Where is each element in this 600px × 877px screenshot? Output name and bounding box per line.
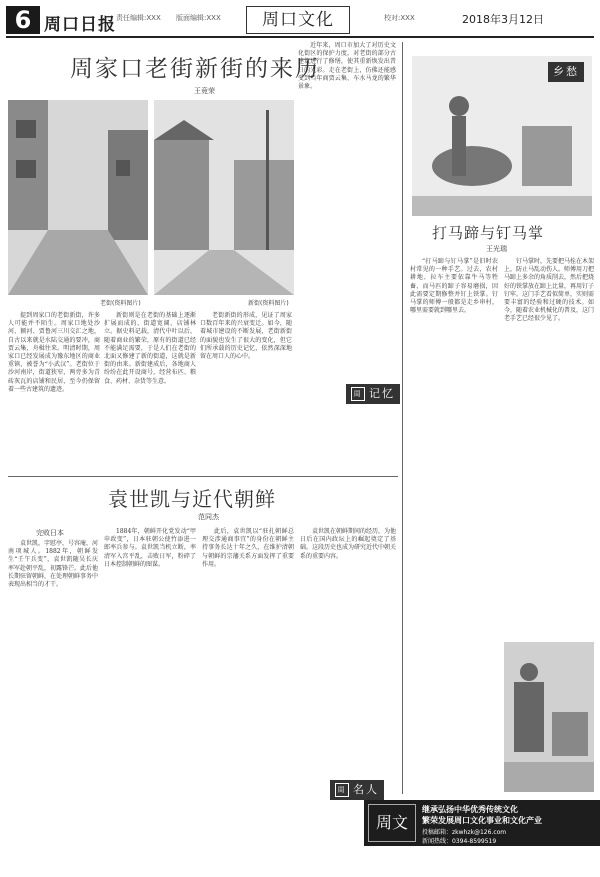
article3-subhead: 完败日本 [36, 529, 64, 537]
tag-memory [346, 384, 400, 404]
article3-author: 范同杰 [198, 513, 219, 521]
photo2-caption: 新街(资料图片) [248, 300, 289, 307]
article2-title: 打马蹄与钉马掌 [432, 224, 545, 242]
article1-text-2: 新街则是在老街的基础上逐渐扩展而成的，街道宽阔，店铺林立。据史料记载，清代中叶以后，随着商业的繁荣，原有的街道已经不能满足需要，于是人们在老街的北面又修建了新的街道，这就是新街的由来。新街建成后，各地商人纷纷在此开设商号，经营布匹、粮食、药材、杂货等生意。 [104, 312, 196, 385]
article1-column-3 [200, 312, 292, 472]
article3-column-2 [104, 528, 196, 840]
tag-memory-label: 记忆 [369, 387, 395, 400]
page-header [0, 0, 600, 38]
article3-column-3 [202, 528, 294, 840]
article3-column-1 [8, 540, 98, 840]
issue-date: 2018年3月12日 [462, 13, 544, 26]
article3-text-3: 此后，袁世凯以“驻扎朝鲜总理交涉通商事宜”的身份在朝鲜主持事务长达十年之久，在维护清朝与朝鲜的宗藩关系方面发挥了重要作用。 [202, 528, 294, 568]
promo-line-1: 继承弘扬中华优秀传统文化 [422, 805, 518, 814]
tag-nostalgia [548, 62, 584, 82]
section-icon-2: 周 [335, 783, 349, 797]
new-street-illustration [154, 100, 294, 295]
article3-title: 袁世凯与近代朝鲜 [108, 487, 276, 511]
old-street-illustration [8, 100, 148, 295]
section-icon: 周 [351, 387, 365, 401]
paper-name: 周口日报 [44, 15, 116, 35]
article1-text-1: 提到周家口的老街新街，许多人可能并不陌生。周家口地处沙河、颍河、贾鲁河三川交汇之地，自古以来就是水陆交通的要冲，商贾云集，舟楫往来。明清时期，周家口已经发展成为豫东地区的商业重镇，被誉为“小武汉”。老街位于沙河南岸，街道狭窄，两旁多为青砖灰瓦的店铺和民居，至今仍保留着一些古建筑的遗迹。 [8, 312, 100, 393]
page-number: 6 [6, 6, 40, 34]
article2-column-2 [504, 258, 594, 638]
article3-text-4: 袁世凯在朝鲜期间的经历，为他日后在国内政坛上的崛起奠定了基础。这段历史也成为研究近代中朝关系的重要内容。 [300, 528, 397, 560]
photo1-caption: 老街(资料图片) [100, 300, 141, 307]
workshop-illustration [504, 642, 594, 792]
article3-text-1: 袁世凯，字慰亭，号容庵，河南项城人。1882年，朝鲜发生“壬午兵变”，袁世凯随吴长庆率军赴朝平乱，初露锋芒。此后他长期驻留朝鲜，在处理朝鲜事务中表现出相当的才干。 [8, 540, 99, 589]
promo-hotline: 新闻热线：0394-8599519 [422, 838, 497, 845]
tag-nostalgia-label: 乡愁 [553, 65, 579, 78]
designer: 版面编辑:XXX [176, 14, 221, 22]
header-rule [6, 36, 594, 38]
article1-column-1 [8, 312, 100, 472]
section-divider [8, 476, 398, 477]
article2-text-2: 钉马掌时，先要把马拴在木架上，防止马乱动伤人。师傅用刀把马蹄上多余的角质削去，然后把烧好的铁掌放在蹄上比量，再用钉子钉牢。这门手艺看似简单，实则需要丰富的经验和过硬的技术。如今，随着农业机械化的普及，这门老手艺已经很少见了。 [504, 258, 595, 323]
editor: 责任编辑:XXX [116, 14, 161, 22]
article1-author: 王竟荣 [194, 87, 215, 95]
article1-column-2 [104, 312, 196, 472]
article1-text-4: 近年来，周口市加大了对历史文化街区的保护力度，对老街的部分古建筑进行了修缮，使其重新焕发出昔日的光彩。走在老街上，仿佛还能感受到当年商贾云集、车水马龙的繁华景象。 [298, 42, 396, 91]
section-title: 周口文化 [246, 6, 350, 34]
promo-line-2: 繁荣发展周口文化事业和文化产业 [422, 816, 542, 825]
column-divider [402, 42, 403, 794]
article3-text-2: 1884年，朝鲜开化党发动“甲申政变”，日本驻朝公使竹添进一郎率兵参与。袁世凯当机立断，率清军入宫平乱，击败日军，粉碎了日本控制朝鲜的图谋。 [104, 528, 196, 568]
proof: 校对:XXX [384, 14, 415, 22]
culture-logo: 周文化 [368, 804, 416, 842]
photo-horse-workshop [504, 642, 594, 792]
article2-text-1: “打马蹄与钉马掌”是旧时农村常见的一种手艺。过去，农村耕地、拉车主要依靠牛马等牲畜，而马匹的蹄子容易磨损，因此需要定期修整并钉上铁掌。钉马掌的师傅一般都是走乡串村，哪里需要就到哪里去。 [410, 258, 498, 315]
tag-celebrity [330, 780, 384, 800]
article3-column-4 [300, 528, 396, 778]
article2-author: 王光瑞 [486, 245, 507, 253]
photo-old-street [8, 100, 148, 295]
article1-title: 周家口老街新街的来历 [70, 56, 320, 82]
article1-column-4 [298, 42, 396, 382]
article1-text-3: 老街新街的形成，见证了周家口数百年来的兴衰变迁。如今，随着城市建设的不断发展，老街新街的面貌也发生了很大的变化，但它们所承载的历史记忆，依然深深地留在周口人的心中。 [200, 312, 292, 361]
tag-celebrity-label: 名人 [353, 783, 379, 796]
promo-email: 投稿邮箱：zkwhzk@126.com [422, 829, 507, 836]
article2-column-1 [410, 258, 498, 798]
photo-new-street [154, 100, 294, 295]
promo-banner [364, 800, 600, 868]
